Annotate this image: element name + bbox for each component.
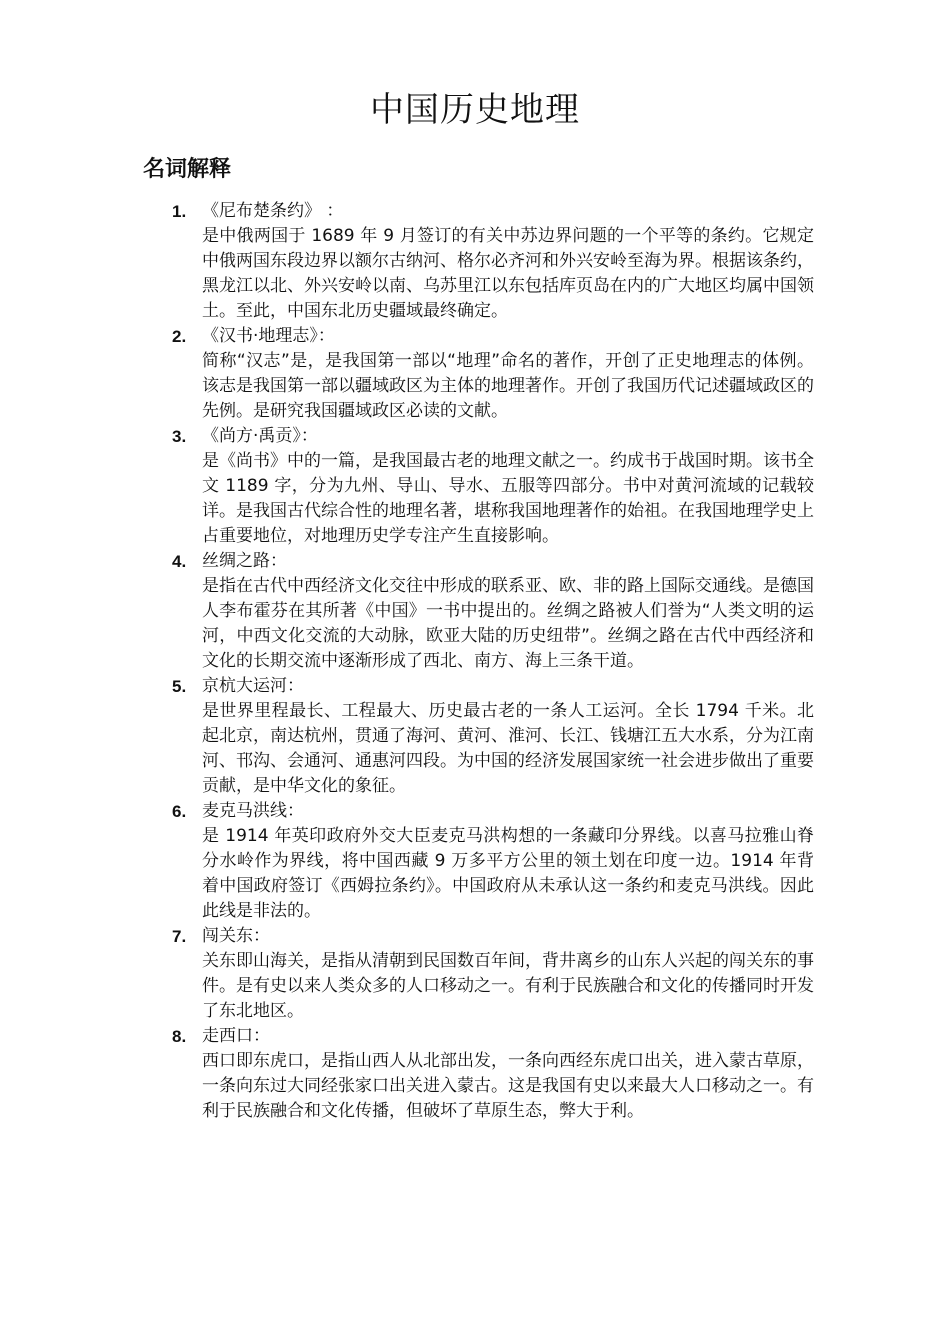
- page-title: 中国历史地理: [370, 90, 580, 130]
- term-definition: 西口即东虎口，是指山西人从北部出发，一条向西经东虎口出关，进入蒙古草原，一条向东过大同经张家口出关进入蒙古。这是我国有史以来最大人口移动之一。有利于民族融合和文化传播，但破坏了草原生态，弊大于利。: [202, 1051, 814, 1121]
- term-number: 8.: [172, 1027, 187, 1046]
- term-number: 2.: [172, 327, 187, 346]
- term-entry-head: [0, 924, 950, 949]
- term-title: 闯关东：: [202, 926, 270, 946]
- term-entry: [0, 324, 950, 424]
- term-number: 7.: [172, 927, 187, 946]
- term-number: 5.: [172, 677, 187, 696]
- term-title: 《汉书·地理志》：: [202, 326, 335, 346]
- term-title: 麦克马洪线：: [202, 801, 304, 821]
- term-number: 3.: [172, 427, 187, 446]
- term-entry: [0, 549, 950, 674]
- term-title: 京杭大运河：: [202, 676, 304, 696]
- term-entry-head: [0, 424, 950, 449]
- term-entry: [0, 1024, 950, 1124]
- section-heading: 名词解释: [143, 157, 232, 182]
- term-entry-head: [0, 324, 950, 349]
- term-entry-head: [0, 799, 950, 824]
- term-entry: [0, 424, 950, 549]
- term-definition: 是 1914 年英印政府外交大臣麦克马洪构想的一条藏印分界线。以喜马拉雅山脊分水岭作为界线，将中国西藏 9 万多平方公里的领土划在印度一边。1914 年背着中国政府签订《西姆拉条约》。中国政府从未承认这一条约和麦克马洪线。因此此线是非法的。: [202, 826, 814, 921]
- term-definition: 是世界里程最长、工程最大、历史最古老的一条人工运河。全长 1794 千米。北起北京，南达杭州，贯通了海河、黄河、淮河、长江、钱塘江五大水系，分为江南河、邗沟、会通河、通惠河四段。为中国的经济发展国家统一社会进步做出了重要贡献，是中华文化的象征。: [202, 701, 814, 796]
- term-entry: [0, 799, 950, 924]
- term-entry: [0, 199, 950, 324]
- term-number: 4.: [172, 552, 187, 571]
- term-title: 走西口：: [202, 1026, 270, 1046]
- term-entry-head: [0, 674, 950, 699]
- term-entry: [0, 924, 950, 1024]
- term-number: 1.: [172, 202, 187, 221]
- term-definition: 是中俄两国于 1689 年 9 月签订的有关中苏边界问题的一个平等的条约。它规定中俄两国东段边界以额尔古纳河、格尔必齐河和外兴安岭至海为界。根据该条约，黑龙江以北、外兴安岭以南、乌苏里江以东包括库页岛在内的广大地区均属中国领土。至此，中国东北历史疆域最终确定。: [202, 226, 814, 321]
- term-definition: 是《尚书》中的一篇，是我国最古老的地理文献之一。约成书于战国时期。该书全文 1189 字，分为九州、导山、导水、五服等四部分。书中对黄河流域的记载较详。是我国古代综合性的地理名著，堪称我国地理著作的始祖。在我国地理学史上占重要地位，对地理历史学专注产生直接影响。: [202, 451, 814, 546]
- term-definition: 简称“汉志”是，是我国第一部以“地理”命名的著作，开创了正史地理志的体例。该志是我国第一部以疆域政区为主体的地理著作。开创了我国历代记述疆域政区的先例。是研究我国疆域政区必读的文献。: [202, 351, 814, 421]
- term-entry-head: [0, 199, 950, 224]
- term-entry: [0, 674, 950, 799]
- term-entry-head: [0, 549, 950, 574]
- term-list: [0, 199, 950, 1124]
- term-title: 《尼布楚条约》 ：: [202, 201, 344, 221]
- term-number: 6.: [172, 802, 187, 821]
- term-entry-head: [0, 1024, 950, 1049]
- term-title: 丝绸之路：: [202, 551, 287, 571]
- term-definition: 是指在古代中西经济文化交往中形成的联系亚、欧、非的路上国际交通线。是德国人李布霍芬在其所著《中国》一书中提出的。丝绸之路被人们誉为“人类文明的运河，中西文化交流的大动脉，欧亚大陆的历史纽带”。丝绸之路在古代中西经济和文化的长期交流中逐渐形成了西北、南方、海上三条干道。: [202, 576, 814, 671]
- term-definition: 关东即山海关，是指从清朝到民国数百年间，背井离乡的山东人兴起的闯关东的事件。是有史以来人类众多的人口移动之一。有利于民族融合和文化的传播同时开发了东北地区。: [202, 951, 814, 1021]
- term-title: 《尚方·禹贡》：: [202, 426, 318, 446]
